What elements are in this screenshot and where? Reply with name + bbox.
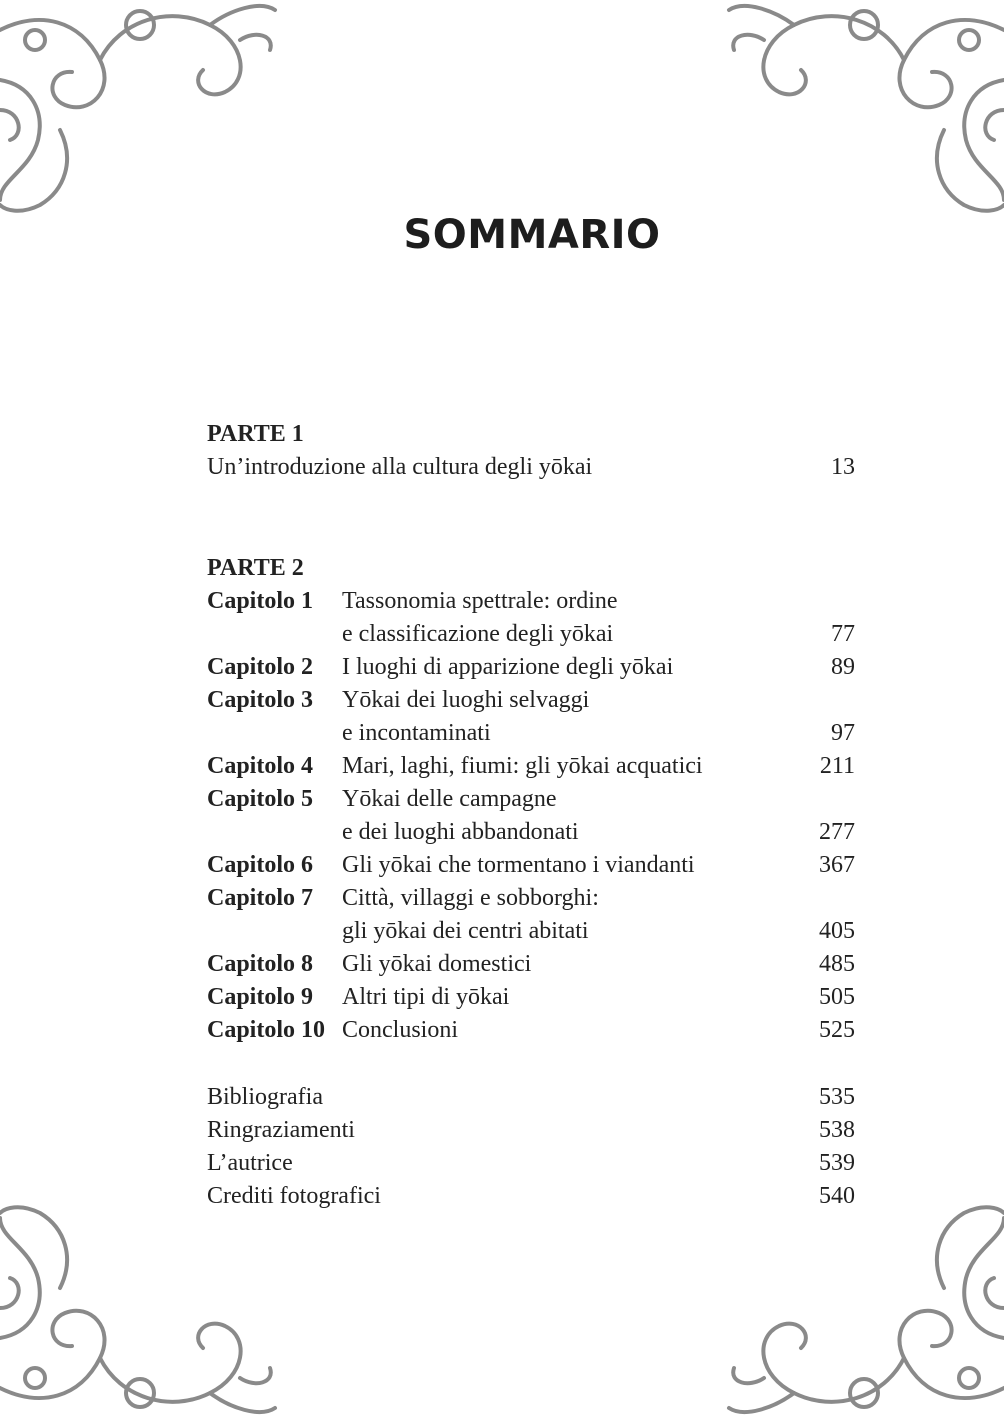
chapter-entry[interactable] bbox=[207, 981, 855, 1014]
back-matter-entry[interactable] bbox=[207, 1180, 855, 1213]
chapter-title-line bbox=[342, 684, 855, 717]
chapter-title-line bbox=[342, 915, 855, 948]
chapter-label: Capitolo 10 bbox=[207, 1017, 326, 1043]
back-matter-entry[interactable] bbox=[207, 1081, 855, 1114]
chapter-page: 367 bbox=[819, 852, 855, 878]
swirl-ornament-icon bbox=[0, 0, 300, 230]
chapter-label: Capitolo 7 bbox=[207, 885, 314, 911]
chapter-page: 405 bbox=[819, 918, 855, 944]
chapter-entry[interactable] bbox=[207, 948, 855, 981]
chapter-entry[interactable] bbox=[207, 684, 855, 750]
chapter-title: Conclusioni bbox=[342, 1017, 459, 1043]
back-matter-title: L’autrice bbox=[207, 1150, 293, 1176]
chapter-entry[interactable] bbox=[207, 585, 855, 651]
chapter-page: 89 bbox=[831, 654, 855, 680]
page-title: SOMMARIO bbox=[403, 212, 661, 258]
chapter-body bbox=[342, 750, 855, 783]
swirl-ornament-icon bbox=[0, 1188, 300, 1418]
chapter-title: Yōkai delle campagne bbox=[342, 786, 557, 812]
back-matter-entry[interactable] bbox=[207, 1114, 855, 1147]
part-1-section bbox=[207, 418, 855, 484]
chapter-label: Capitolo 5 bbox=[207, 786, 314, 812]
back-matter-entry[interactable] bbox=[207, 1147, 855, 1180]
back-matter-title: Bibliografia bbox=[207, 1084, 323, 1110]
chapter-title-line bbox=[342, 1014, 855, 1047]
chapter-title-line bbox=[342, 783, 855, 816]
chapter-body bbox=[342, 684, 855, 750]
chapter-label: Capitolo 6 bbox=[207, 852, 314, 878]
chapter-body bbox=[342, 882, 855, 948]
table-of-contents bbox=[207, 418, 855, 1213]
chapter-title: Tassonomia spettrale: ordine bbox=[342, 588, 618, 614]
chapter-entry[interactable] bbox=[207, 750, 855, 783]
chapter-title: e dei luoghi abbandonati bbox=[342, 819, 579, 845]
back-matter-list bbox=[207, 1081, 855, 1213]
chapter-title: Città, villaggi e sobborghi: bbox=[342, 885, 599, 911]
chapter-body bbox=[342, 948, 855, 981]
chapter-title: gli yōkai dei centri abitati bbox=[342, 918, 589, 944]
chapter-title-line bbox=[342, 618, 855, 651]
chapter-body bbox=[342, 849, 855, 882]
chapter-title-line bbox=[342, 948, 855, 981]
part-1-label: PARTE 1 bbox=[207, 421, 304, 447]
chapter-page: 97 bbox=[831, 720, 855, 746]
chapter-entry[interactable] bbox=[207, 783, 855, 849]
chapter-page: 505 bbox=[819, 984, 855, 1010]
back-matter-page: 538 bbox=[819, 1117, 855, 1143]
chapter-label: Capitolo 1 bbox=[207, 588, 314, 614]
chapter-body bbox=[342, 783, 855, 849]
toc-entry[interactable] bbox=[207, 451, 855, 484]
chapter-page bbox=[775, 585, 855, 618]
chapter-title: Mari, laghi, fiumi: gli yōkai acquatici bbox=[342, 753, 703, 779]
chapter-title: Altri tipi di yōkai bbox=[342, 984, 510, 1010]
chapter-page: 525 bbox=[819, 1017, 855, 1043]
chapter-body bbox=[342, 651, 855, 684]
swirl-ornament-icon bbox=[704, 0, 1004, 230]
chapter-entry[interactable] bbox=[207, 1014, 855, 1047]
chapter-label: Capitolo 9 bbox=[207, 984, 314, 1010]
part-2-label: PARTE 2 bbox=[207, 555, 304, 581]
chapter-list bbox=[207, 585, 855, 1047]
chapter-title: e classificazione degli yōkai bbox=[342, 621, 614, 647]
chapter-title-line bbox=[342, 585, 855, 618]
chapter-title: I luoghi di apparizione degli yōkai bbox=[342, 654, 674, 680]
toc-entry-title: Un’introduzione alla cultura degli yōkai bbox=[207, 454, 593, 480]
chapter-page: 485 bbox=[819, 951, 855, 977]
chapter-page bbox=[775, 783, 855, 816]
back-matter-page: 535 bbox=[819, 1084, 855, 1110]
chapter-title: Gli yōkai domestici bbox=[342, 951, 532, 977]
back-matter-title: Crediti fotografici bbox=[207, 1183, 381, 1209]
chapter-entry[interactable] bbox=[207, 882, 855, 948]
swirl-ornament-icon bbox=[704, 1188, 1004, 1418]
chapter-page: 77 bbox=[831, 621, 855, 647]
chapter-title: e incontaminati bbox=[342, 720, 491, 746]
back-matter-page: 540 bbox=[819, 1183, 855, 1209]
back-matter-page: 539 bbox=[819, 1150, 855, 1176]
chapter-title: Yōkai dei luoghi selvaggi bbox=[342, 687, 590, 713]
chapter-page bbox=[775, 882, 855, 915]
part-2-section bbox=[207, 552, 855, 1047]
chapter-title-line bbox=[342, 750, 855, 783]
chapter-body bbox=[342, 585, 855, 651]
chapter-title-line bbox=[342, 717, 855, 750]
chapter-label: Capitolo 8 bbox=[207, 951, 314, 977]
chapter-title-line bbox=[342, 849, 855, 882]
chapter-title-line bbox=[342, 816, 855, 849]
chapter-title: Gli yōkai che tormentano i viandanti bbox=[342, 852, 695, 878]
chapter-body bbox=[342, 981, 855, 1014]
chapter-label: Capitolo 2 bbox=[207, 654, 314, 680]
chapter-page: 211 bbox=[819, 753, 855, 779]
back-matter-title: Ringraziamenti bbox=[207, 1117, 355, 1143]
chapter-body bbox=[342, 1014, 855, 1047]
chapter-title-line bbox=[342, 651, 855, 684]
chapter-label: Capitolo 4 bbox=[207, 753, 314, 779]
chapter-page: 277 bbox=[819, 819, 855, 845]
chapter-title-line bbox=[342, 981, 855, 1014]
chapter-entry[interactable] bbox=[207, 651, 855, 684]
chapter-title-line bbox=[342, 882, 855, 915]
chapter-entry[interactable] bbox=[207, 849, 855, 882]
chapter-label: Capitolo 3 bbox=[207, 687, 314, 713]
chapter-page bbox=[775, 684, 855, 717]
toc-entry-page: 13 bbox=[831, 454, 855, 480]
